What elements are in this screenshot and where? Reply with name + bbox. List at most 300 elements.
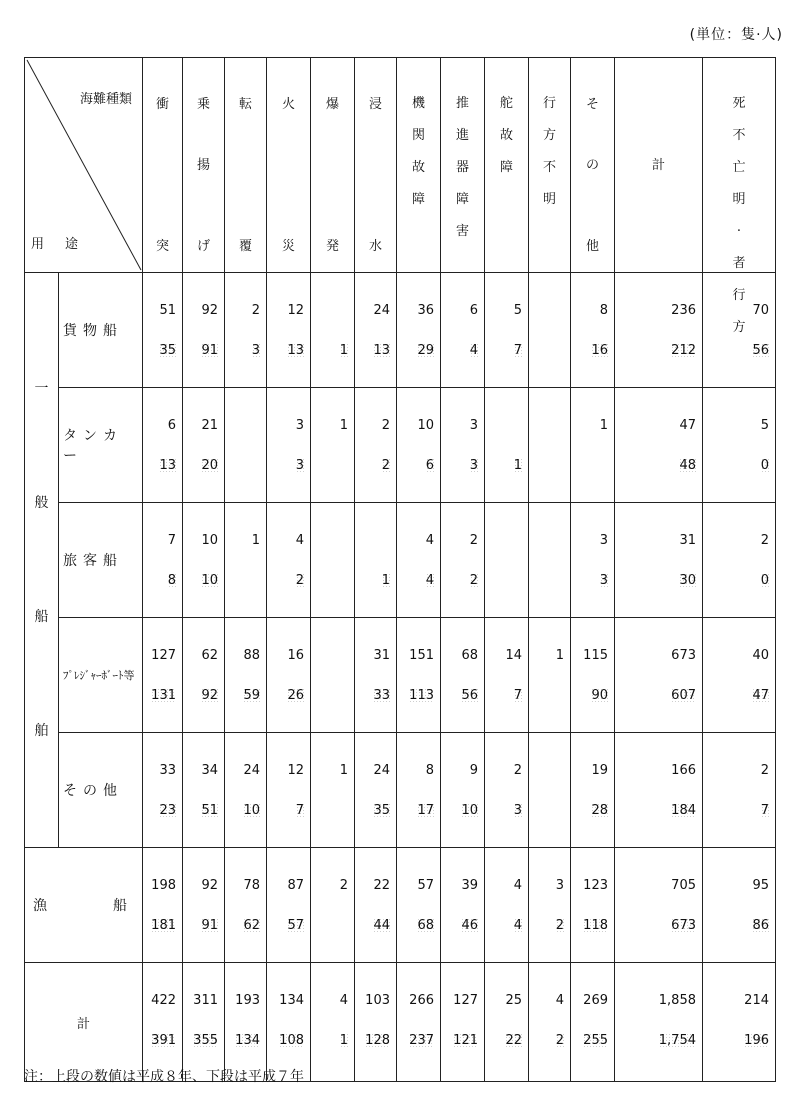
lower-value: 13 [287, 343, 304, 358]
lower-value: 17 [417, 803, 434, 818]
upper-value: 2 [251, 303, 260, 318]
upper-value: 115 [583, 648, 608, 663]
column-header-top: 転 [238, 97, 252, 112]
value-cell [529, 963, 571, 1082]
lower-value: 23 [159, 803, 176, 818]
lower-value: 7 [760, 803, 769, 818]
lower-value: 91 [201, 343, 218, 358]
value-cell [397, 503, 441, 618]
column-header-top: そ [585, 97, 599, 112]
value-cell [529, 848, 571, 963]
lower-value: 3 [295, 458, 304, 473]
upper-value: 193 [235, 993, 260, 1008]
upper-value: 39 [461, 878, 478, 893]
value-cell [485, 273, 529, 388]
lower-value: 212 [671, 343, 696, 358]
column-header-mid: の [585, 158, 599, 173]
value-cell [397, 848, 441, 963]
upper-value: 40 [752, 648, 769, 663]
value-cell [615, 733, 703, 848]
lower-value: 2 [295, 573, 304, 588]
lower-value: 29 [417, 343, 434, 358]
upper-value: 1,858 [658, 993, 696, 1008]
lower-value: 30 [679, 573, 696, 588]
value-cell [267, 733, 311, 848]
lower-value: 8 [167, 573, 176, 588]
value-cell [397, 273, 441, 388]
value-cell [183, 963, 225, 1082]
value-cell [311, 733, 355, 848]
lower-value: 196 [744, 1033, 769, 1048]
lower-value: 2 [381, 458, 390, 473]
value-cell [485, 848, 529, 963]
value-cell [529, 273, 571, 388]
upper-value: 1 [339, 418, 348, 433]
value-cell [183, 618, 225, 733]
unit-label: (単位：隻·人) [689, 27, 783, 43]
upper-value: 1 [339, 763, 348, 778]
upper-value: 311 [193, 993, 218, 1008]
upper-value: 2 [469, 533, 478, 548]
upper-value: 269 [583, 993, 608, 1008]
upper-value: 24 [243, 763, 260, 778]
value-cell [311, 618, 355, 733]
corner-left-label-b: 途 [65, 237, 79, 252]
column-header-top: 衝 [155, 97, 169, 112]
value-cell [143, 388, 183, 503]
upper-value: 1 [599, 418, 608, 433]
upper-value: 198 [151, 878, 176, 893]
value-cell [183, 848, 225, 963]
upper-value: 95 [752, 878, 769, 893]
lower-value: 10 [201, 573, 218, 588]
value-cell [485, 388, 529, 503]
row-label: タンカー [59, 388, 143, 503]
upper-value: 6 [469, 303, 478, 318]
lower-value: 10 [243, 803, 260, 818]
value-cell [615, 388, 703, 503]
upper-value: 87 [287, 878, 304, 893]
upper-value: 2 [339, 878, 348, 893]
corner-top-label: 海難種類 [79, 92, 132, 107]
upper-value: 7 [167, 533, 176, 548]
upper-value: 9 [469, 763, 478, 778]
lower-value: 33 [373, 688, 390, 703]
upper-value: 3 [555, 878, 564, 893]
accident-table [24, 57, 776, 1082]
value-cell [615, 273, 703, 388]
upper-value: 134 [279, 993, 304, 1008]
upper-value: 4 [513, 878, 522, 893]
value-cell [703, 388, 776, 503]
lower-value: 68 [417, 918, 434, 933]
upper-value: 1 [251, 533, 260, 548]
value-cell [703, 618, 776, 733]
upper-value: 57 [417, 878, 434, 893]
value-cell [143, 273, 183, 388]
value-cell [615, 963, 703, 1082]
upper-value: 24 [373, 303, 390, 318]
value-cell [703, 848, 776, 963]
lower-value: 3 [469, 458, 478, 473]
column-header [183, 58, 225, 273]
upper-value: 14 [505, 648, 522, 663]
value-cell [355, 963, 397, 1082]
column-header-bottom: げ [196, 239, 210, 254]
value-cell [225, 273, 267, 388]
upper-value: 214 [744, 993, 769, 1008]
lower-value: 26 [287, 688, 304, 703]
lower-value: 184 [671, 803, 696, 818]
column-header-bottom: 覆 [238, 239, 252, 254]
value-cell [267, 388, 311, 503]
value-cell [143, 503, 183, 618]
upper-value: 4 [555, 993, 564, 1008]
upper-value: 123 [583, 878, 608, 893]
lower-value: 7 [513, 688, 522, 703]
lower-value: 56 [752, 343, 769, 358]
upper-value: 33 [159, 763, 176, 778]
upper-value: 78 [243, 878, 260, 893]
upper-value: 127 [453, 993, 478, 1008]
upper-value: 62 [201, 648, 218, 663]
value-cell [441, 503, 485, 618]
column-header [615, 58, 703, 273]
lower-value: 1 [513, 458, 522, 473]
lower-value: 6 [425, 458, 434, 473]
upper-value: 2 [513, 763, 522, 778]
lower-value: 86 [752, 918, 769, 933]
value-cell [703, 733, 776, 848]
lower-value: 1 [339, 1033, 348, 1048]
value-cell [183, 388, 225, 503]
upper-value: 6 [167, 418, 176, 433]
value-cell [485, 618, 529, 733]
lower-value: 51 [201, 803, 218, 818]
lower-value: 118 [583, 918, 608, 933]
lower-value: 134 [235, 1033, 260, 1048]
value-cell [615, 503, 703, 618]
upper-value: 5 [513, 303, 522, 318]
column-header [397, 58, 441, 273]
value-cell [529, 503, 571, 618]
value-cell [225, 848, 267, 963]
value-cell [225, 733, 267, 848]
lower-value: 57 [287, 918, 304, 933]
lower-value: 2 [469, 573, 478, 588]
upper-value: 92 [201, 303, 218, 318]
upper-value: 3 [599, 533, 608, 548]
upper-value: 51 [159, 303, 176, 318]
lower-value: 607 [671, 688, 696, 703]
column-header [529, 58, 571, 273]
lower-value: 255 [583, 1033, 608, 1048]
lower-value: 35 [373, 803, 390, 818]
value-cell [355, 848, 397, 963]
value-cell [225, 503, 267, 618]
column-header-bottom: 災 [281, 239, 295, 254]
lower-value: 16 [591, 343, 608, 358]
value-cell [267, 963, 311, 1082]
table-row [25, 388, 776, 503]
column-header [143, 58, 183, 273]
column-header-label: 舵故障 [499, 96, 513, 175]
row-label-total: 計 [25, 963, 143, 1082]
column-header-label: 死不亡明·者行方 [732, 96, 746, 335]
column-header-label: 行方不明 [542, 96, 556, 207]
value-cell [397, 733, 441, 848]
lower-value: 28 [591, 803, 608, 818]
lower-value: 44 [373, 918, 390, 933]
value-cell [311, 848, 355, 963]
value-cell [267, 618, 311, 733]
column-header [267, 58, 311, 273]
upper-value: 2 [760, 763, 769, 778]
value-cell [225, 963, 267, 1082]
lower-value: 13 [159, 458, 176, 473]
lower-value: 10 [461, 803, 478, 818]
value-cell [143, 733, 183, 848]
corner-header [25, 58, 143, 273]
lower-value: 46 [461, 918, 478, 933]
lower-value: 2 [555, 918, 564, 933]
column-header-bottom: 水 [368, 239, 382, 254]
group-general-label: 一般船舶 [34, 381, 49, 739]
upper-value: 127 [151, 648, 176, 663]
upper-value: 31 [373, 648, 390, 663]
upper-value: 68 [461, 648, 478, 663]
value-cell [441, 273, 485, 388]
upper-value: 88 [243, 648, 260, 663]
upper-value: 422 [151, 993, 176, 1008]
lower-value: 108 [279, 1033, 304, 1048]
row-label: その他 [59, 733, 143, 848]
value-cell [485, 503, 529, 618]
table-row [25, 618, 776, 733]
column-header-mid: 計 [651, 158, 665, 173]
value-cell [183, 503, 225, 618]
value-cell [571, 848, 615, 963]
lower-value: 7 [295, 803, 304, 818]
value-cell [441, 618, 485, 733]
lower-value: 90 [591, 688, 608, 703]
column-header [485, 58, 529, 273]
value-cell [311, 273, 355, 388]
lower-value: 13 [373, 343, 390, 358]
upper-value: 8 [599, 303, 608, 318]
value-cell [225, 388, 267, 503]
value-cell [183, 733, 225, 848]
value-cell [143, 963, 183, 1082]
value-cell [355, 388, 397, 503]
upper-value: 705 [671, 878, 696, 893]
value-cell [355, 503, 397, 618]
upper-value: 3 [295, 418, 304, 433]
header-row [25, 58, 776, 273]
upper-value: 16 [287, 648, 304, 663]
lower-value: 22 [505, 1033, 522, 1048]
value-cell [355, 618, 397, 733]
column-header-mid: 揚 [196, 158, 210, 173]
group-general-ships [25, 273, 59, 848]
column-header-label: 推進器障害 [455, 96, 469, 239]
value-cell [571, 733, 615, 848]
value-cell [485, 963, 529, 1082]
lower-value: 91 [201, 918, 218, 933]
upper-value: 10 [201, 533, 218, 548]
row-label-fishing: 漁 船 [25, 848, 143, 963]
lower-value: 113 [409, 688, 434, 703]
lower-value: 3 [251, 343, 260, 358]
value-cell [143, 848, 183, 963]
upper-value: 3 [469, 418, 478, 433]
upper-value: 2 [381, 418, 390, 433]
lower-value: 56 [461, 688, 478, 703]
upper-value: 151 [409, 648, 434, 663]
value-cell [441, 733, 485, 848]
table-row-total [25, 963, 776, 1082]
row-label: 貨物船 [59, 273, 143, 388]
lower-value: 355 [193, 1033, 218, 1048]
lower-value: 35 [159, 343, 176, 358]
value-cell [311, 503, 355, 618]
value-cell [571, 273, 615, 388]
lower-value: 131 [151, 688, 176, 703]
value-cell [615, 618, 703, 733]
value-cell [311, 963, 355, 1082]
lower-value: 48 [679, 458, 696, 473]
table-row [25, 273, 776, 388]
upper-value: 22 [373, 878, 390, 893]
upper-value: 92 [201, 878, 218, 893]
value-cell [571, 388, 615, 503]
value-cell [143, 618, 183, 733]
upper-value: 31 [679, 533, 696, 548]
lower-value: 4 [469, 343, 478, 358]
value-cell [571, 618, 615, 733]
upper-value: 4 [425, 533, 434, 548]
lower-value: 3 [513, 803, 522, 818]
lower-value: 59 [243, 688, 260, 703]
upper-value: 70 [752, 303, 769, 318]
value-cell [267, 273, 311, 388]
lower-value: 391 [151, 1033, 176, 1048]
lower-value: 237 [409, 1033, 434, 1048]
lower-value: 0 [760, 458, 769, 473]
lower-value: 47 [752, 688, 769, 703]
upper-value: 25 [505, 993, 522, 1008]
value-cell [441, 848, 485, 963]
value-cell [529, 733, 571, 848]
value-cell [267, 848, 311, 963]
column-header-top: 爆 [325, 97, 339, 112]
column-header [441, 58, 485, 273]
upper-value: 1 [555, 648, 564, 663]
column-header-top: 浸 [368, 97, 382, 112]
lower-value: 121 [453, 1033, 478, 1048]
value-cell [397, 388, 441, 503]
lower-value: 20 [201, 458, 218, 473]
lower-value: 128 [365, 1033, 390, 1048]
lower-value: 7 [513, 343, 522, 358]
upper-value: 47 [679, 418, 696, 433]
upper-value: 266 [409, 993, 434, 1008]
value-cell [529, 388, 571, 503]
value-cell [615, 848, 703, 963]
value-cell [441, 388, 485, 503]
value-cell [397, 618, 441, 733]
upper-value: 21 [201, 418, 218, 433]
lower-value: 62 [243, 918, 260, 933]
column-header [225, 58, 267, 273]
upper-value: 2 [760, 533, 769, 548]
lower-value: 4 [425, 573, 434, 588]
column-header-bottom: 突 [155, 239, 169, 254]
lower-value: 1 [381, 573, 390, 588]
value-cell [703, 273, 776, 388]
value-cell [267, 503, 311, 618]
table-row-fishing [25, 848, 776, 963]
lower-value: 3 [599, 573, 608, 588]
upper-value: 103 [365, 993, 390, 1008]
value-cell [225, 618, 267, 733]
row-label: ﾌﾟﾚｼﾞｬｰﾎﾞｰﾄ等 [59, 618, 143, 733]
row-label: 旅客船 [59, 503, 143, 618]
upper-value: 12 [287, 303, 304, 318]
footnote: 注：上段の数値は平成８年、下段は平成７年 [24, 1069, 304, 1085]
corner-left-label-a: 用 [31, 237, 45, 252]
lower-value: 181 [151, 918, 176, 933]
column-header-label: 機関故障 [411, 96, 425, 207]
lower-value: 92 [201, 688, 218, 703]
upper-value: 34 [201, 763, 218, 778]
upper-value: 4 [295, 533, 304, 548]
value-cell [485, 733, 529, 848]
upper-value: 24 [373, 763, 390, 778]
upper-value: 8 [425, 763, 434, 778]
value-cell [311, 388, 355, 503]
value-cell [183, 273, 225, 388]
table-row [25, 503, 776, 618]
lower-value: 1 [339, 343, 348, 358]
lower-value: 1,754 [658, 1033, 696, 1048]
lower-value: 0 [760, 573, 769, 588]
value-cell [529, 618, 571, 733]
upper-value: 166 [671, 763, 696, 778]
column-header [311, 58, 355, 273]
value-cell [703, 503, 776, 618]
value-cell [571, 503, 615, 618]
column-header-top: 乗 [196, 97, 210, 112]
upper-value: 236 [671, 303, 696, 318]
lower-value: 2 [555, 1033, 564, 1048]
value-cell [355, 273, 397, 388]
column-header [355, 58, 397, 273]
column-header-bottom: 発 [325, 239, 339, 254]
lower-value: 673 [671, 918, 696, 933]
value-cell [355, 733, 397, 848]
upper-value: 19 [591, 763, 608, 778]
value-cell [571, 963, 615, 1082]
table-row [25, 733, 776, 848]
column-header [571, 58, 615, 273]
upper-value: 36 [417, 303, 434, 318]
column-header-bottom: 他 [585, 239, 599, 254]
upper-value: 4 [339, 993, 348, 1008]
column-header-top: 火 [281, 97, 295, 112]
value-cell [397, 963, 441, 1082]
upper-value: 5 [760, 418, 769, 433]
